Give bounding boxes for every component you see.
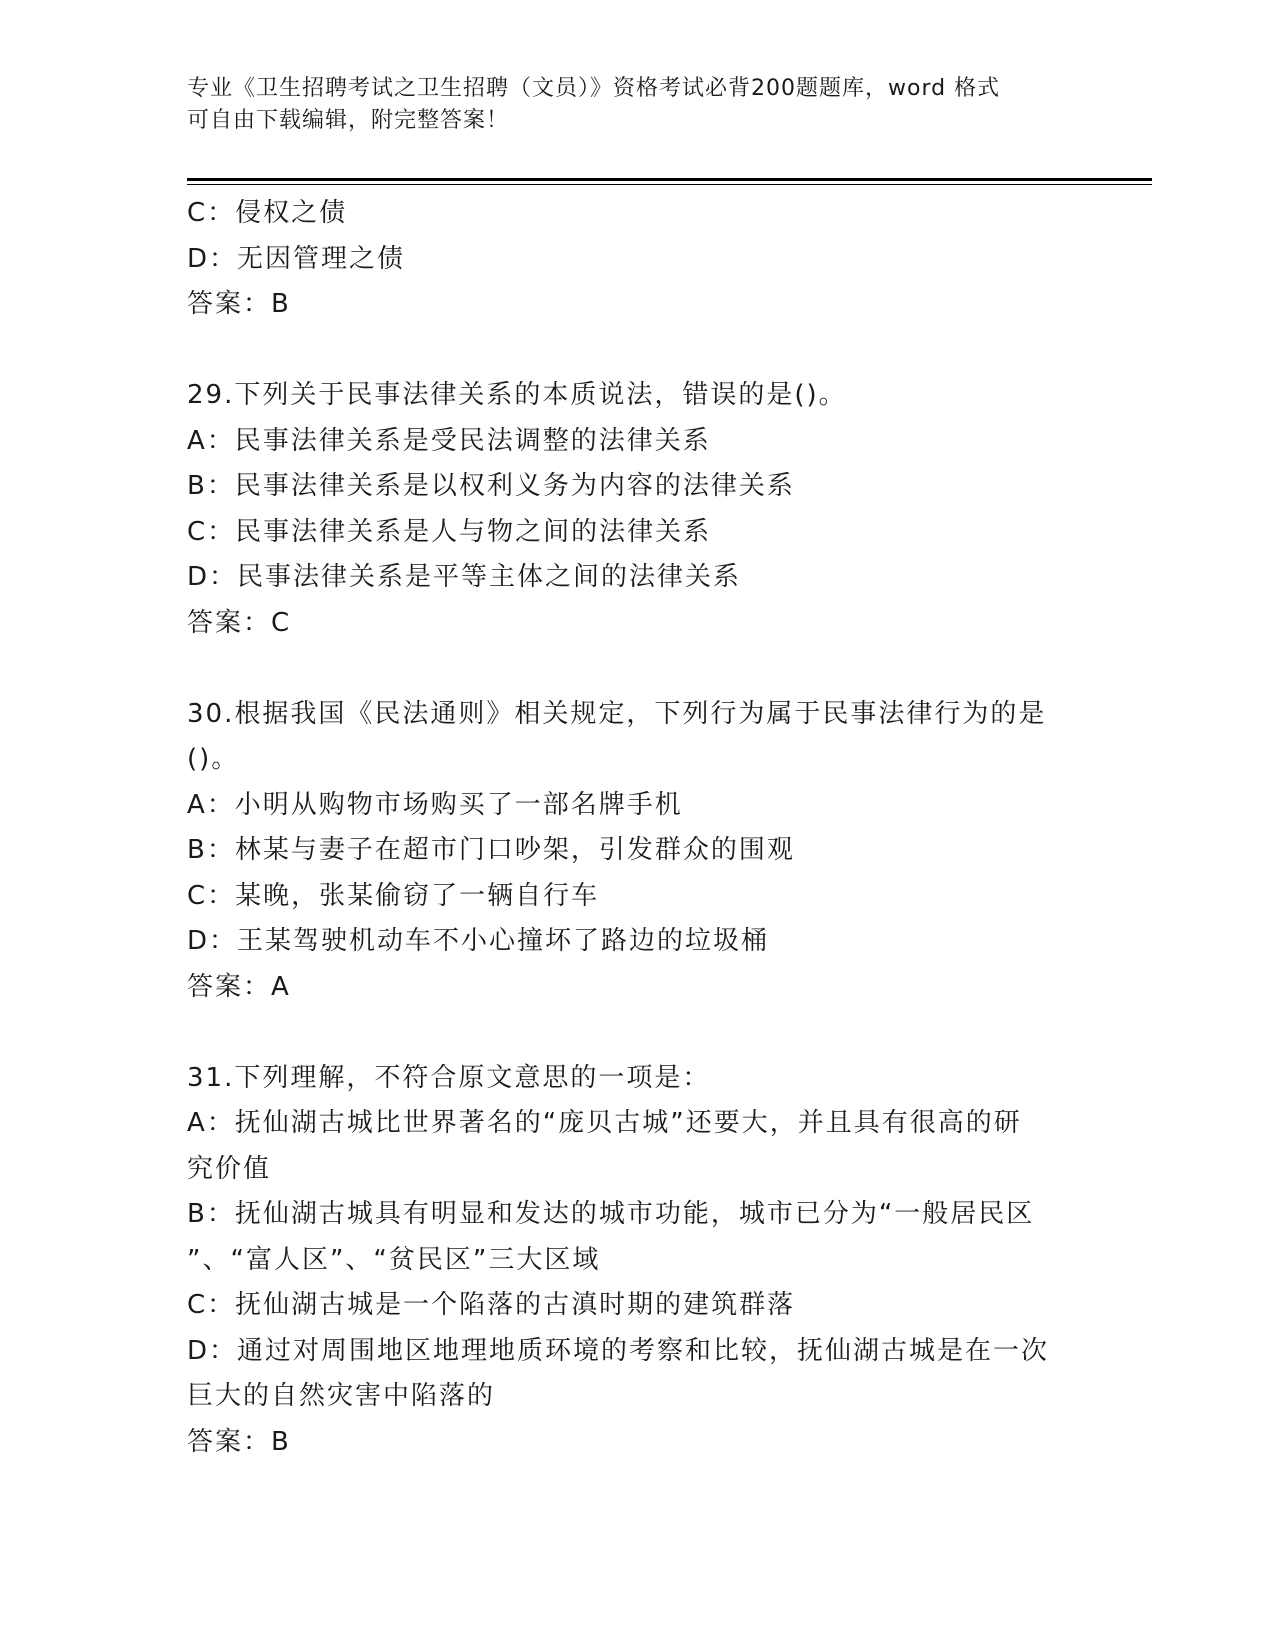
spacer: [187, 328, 1087, 374]
prev-option-c: C：侵权之债: [187, 198, 348, 228]
question-content: [187, 191, 1087, 1465]
q31-option-a-line-1: A：抚仙湖古城比世界著名的“庞贝古城”还要大，并且具有很高的研: [187, 1108, 1022, 1138]
header-rule-thin: [187, 184, 1152, 185]
q30-option-b: B：林某与妻子在超市门口吵架，引发群众的围观: [187, 835, 795, 865]
q30-answer: 答案：A: [187, 971, 291, 1002]
q29-stem: 29.下列关于民事法律关系的本质说法，错误的是()。: [187, 380, 847, 410]
spacer: [187, 1010, 1087, 1056]
q30-stem-line-2: ()。: [187, 744, 240, 774]
q30-option-c: C：某晚，张某偷窃了一辆自行车: [187, 880, 600, 911]
q29-option-d: D：民事法律关系是平等主体之间的法律关系: [187, 562, 742, 592]
header-line-1: 专业《卫生招聘考试之卫生招聘（文员）》资格考试必背200题题库，word 格式: [187, 76, 1001, 101]
q29-answer: 答案：C: [187, 607, 292, 638]
prev-answer: 答案：B: [187, 289, 291, 319]
q31-option-a-line-2: 究价值: [187, 1153, 272, 1184]
q31-answer: 答案：B: [187, 1426, 291, 1457]
q31-option-d-line-2: 巨大的自然灾害中陷落的: [187, 1381, 496, 1411]
q30-option-a: A：小明从购物市场购买了一部名牌手机: [187, 789, 683, 820]
q31-option-c: C：抚仙湖古城是一个陷落的古滇时期的建筑群落: [187, 1290, 796, 1320]
header-rule-thick: [187, 178, 1152, 181]
q29-option-b: B：民事法律关系是以权利义务为内容的法律关系: [187, 471, 795, 501]
spacer: [187, 646, 1087, 692]
q31-option-b-line-2: ”、“富人区”、“贫民区”三大区域: [187, 1244, 601, 1275]
q31-option-b-line-1: B：抚仙湖古城具有明显和发达的城市功能，城市已分为“一般居民区: [187, 1199, 1035, 1229]
q29-option-a: A：民事法律关系是受民法调整的法律关系: [187, 425, 711, 456]
q30-option-d: D：王某驾驶机动车不小心撞坏了路边的垃圾桶: [187, 926, 770, 956]
q31-stem: 31.下列理解，不符合原文意思的一项是：: [187, 1062, 711, 1093]
q29-option-c: C：民事法律关系是人与物之间的法律关系: [187, 516, 712, 547]
q30-stem-line-1: 30.根据我国《民法通则》相关规定，下列行为属于民事法律行为的是: [187, 698, 1047, 729]
q31-option-d-line-1: D：通过对周围地区地理地质环境的考察和比较，抚仙湖古城是在一次: [187, 1335, 1050, 1366]
prev-option-d: D：无因管理之债: [187, 243, 406, 274]
document-header: [187, 73, 1087, 137]
header-line-2: 可自由下载编辑，附完整答案！: [187, 108, 510, 133]
